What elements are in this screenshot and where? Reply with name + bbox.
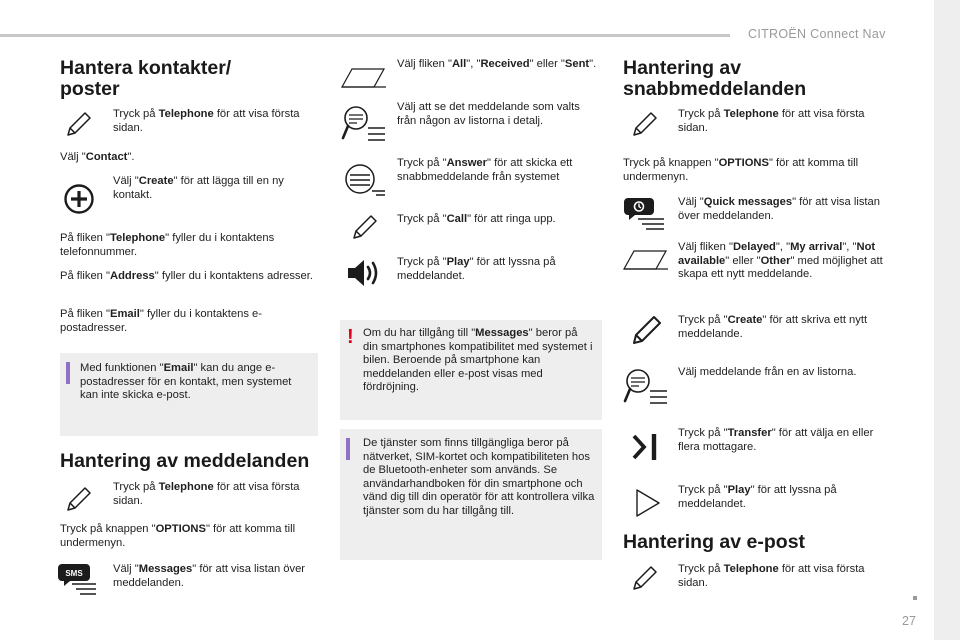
- step-contact: Välj "Contact".: [60, 151, 135, 163]
- page-marker: [913, 596, 917, 600]
- step-address-tab: På fliken "Address" fyller du i kontaktens adresser.: [60, 270, 313, 282]
- heading-quick-messages: Hantering av snabbmeddelanden: [623, 57, 807, 100]
- step-quick-messages: Välj "Quick messages" för att visa listan över meddelanden.: [678, 196, 880, 222]
- info-note-text: Med funktionen "Email" kan du ange e-postadresser för en kontakt, men systemet kan inte skicka e-post.: [80, 362, 292, 401]
- play-icon: [624, 483, 670, 523]
- pencil-icon: [342, 207, 388, 247]
- pencil-icon: [56, 104, 102, 144]
- tab-icon: [340, 58, 388, 98]
- step-telephone-4: Tryck på Telephone för att visa första sidan.: [678, 563, 865, 589]
- reply-list-icon: [340, 159, 388, 199]
- info-marker: [346, 438, 350, 460]
- speaker-icon: [340, 253, 388, 293]
- info-note-services: [340, 429, 602, 560]
- heading-contacts: Hantera kontakter/ poster: [60, 57, 232, 100]
- tab-icon: [622, 240, 670, 280]
- step-call: Tryck på "Call" för att ringa upp.: [397, 213, 556, 225]
- step-select-tab: Välj fliken "All", "Received" eller "Sent".: [397, 58, 597, 70]
- quick-message-icon: [622, 194, 668, 234]
- info-note-email: [60, 353, 318, 436]
- pencil-icon: [56, 479, 102, 519]
- transfer-icon: [622, 427, 668, 467]
- step-telephone-2: Tryck på Telephone för att visa första sidan.: [113, 481, 300, 507]
- step-transfer: Tryck på "Transfer" för att välja en eller flera mottagare.: [678, 427, 874, 453]
- warning-icon: !: [347, 326, 354, 348]
- warning-note: [340, 320, 602, 420]
- sms-label: SMS: [65, 569, 83, 578]
- step-select-category: Välj fliken "Delayed", "My arrival", "Not available" eller "Other" med möjlighet att skapa ett nytt meddelande.: [678, 241, 883, 280]
- add-circle-icon: [56, 179, 102, 219]
- step-options-2: Tryck på knappen "OPTIONS" för att komma till undermenyn.: [623, 157, 859, 183]
- info-services-text: De tjänster som finns tillgängliga beror på nätverket, SIM-kortet och kompatibiliteten hos de Bluetooth-enheter som används. Se användarhandboken för din smartphone och vänd dig till din operatör för att kontrollera vilka tjänster som du har tillgång till.: [363, 437, 595, 517]
- step-telephone-3: Tryck på Telephone för att visa första sidan.: [678, 108, 865, 134]
- pencil-icon: [622, 558, 668, 598]
- step-email-tab: På fliken "Email" fyller du i kontaktens e-postadresser.: [60, 308, 262, 334]
- step-select-message: Välj meddelande från en av listorna.: [678, 366, 857, 378]
- header-title: CITROËN Connect Nav: [748, 27, 886, 41]
- step-messages: Välj "Messages" för att visa listan över meddelanden.: [113, 563, 306, 589]
- page-edge-bar: [934, 0, 960, 640]
- step-play: Tryck på "Play" för att lyssna på meddelandet.: [397, 256, 556, 282]
- search-list-icon: [622, 365, 670, 411]
- step-telephone: Tryck på Telephone för att visa första sidan.: [113, 108, 300, 134]
- sms-icon: [56, 560, 102, 600]
- search-list-icon: [340, 102, 388, 148]
- info-marker: [66, 362, 70, 384]
- step-play-2: Tryck på "Play" för att lyssna på meddelandet.: [678, 484, 837, 510]
- pencil-icon: [622, 104, 668, 144]
- step-create-message: Tryck på "Create" för att skriva ett nytt meddelande.: [678, 314, 868, 340]
- warning-text: Om du har tillgång till "Messages" beror på din smartphones kompatibilitet med systemet i bilen. Beroende på smartphone kan meddelanden eller e-post visas med fördröjning.: [363, 327, 593, 393]
- step-telephone-tab: På fliken "Telephone" fyller du i kontaktens telefonnummer.: [60, 232, 275, 258]
- step-create: Välj "Create" för att lägga till en ny kontakt.: [113, 175, 284, 201]
- header-rule: [0, 34, 730, 37]
- page-number: 27: [902, 614, 916, 628]
- step-answer: Tryck på "Answer" för att skicka ett snabbmeddelande från systemet: [397, 157, 573, 183]
- step-options: Tryck på knappen "OPTIONS" för att komma till undermenyn.: [60, 523, 296, 549]
- heading-email: Hantering av e-post: [623, 531, 806, 553]
- step-view-message: Välj att se det meddelande som valts från någon av listorna i detalj.: [397, 101, 580, 127]
- pencil-large-icon: [624, 310, 670, 350]
- heading-messages: Hantering av meddelanden: [60, 450, 310, 472]
